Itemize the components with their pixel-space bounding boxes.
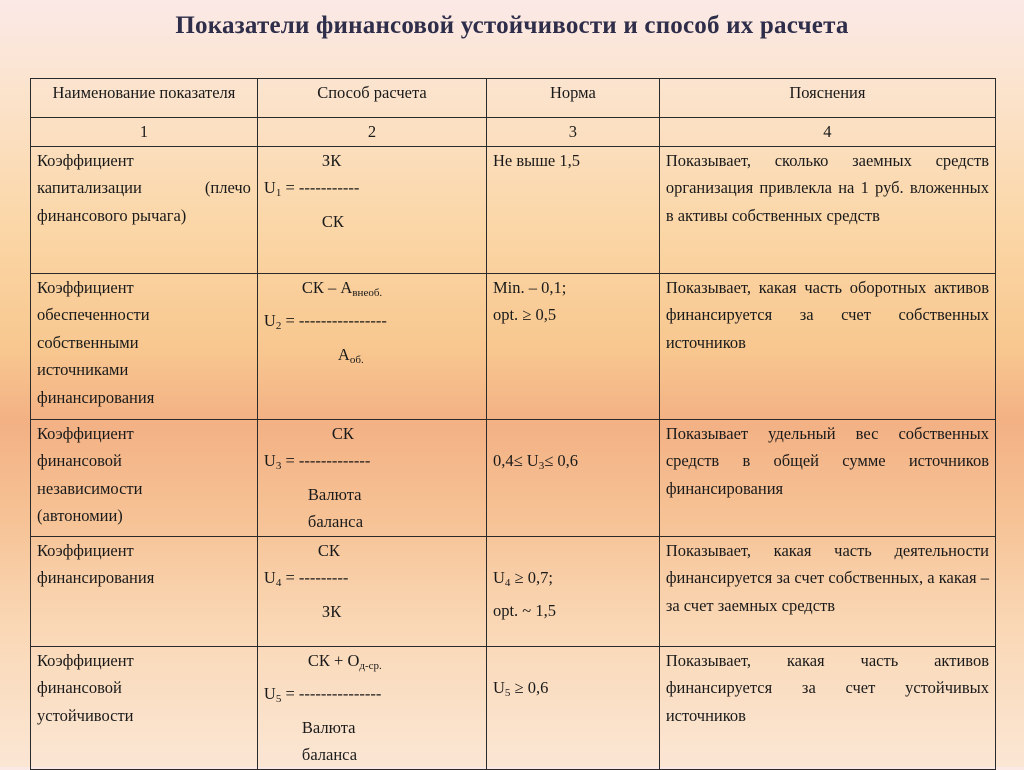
indicators-table <box>30 78 996 770</box>
name-line: Коэффициент <box>37 540 134 560</box>
name-line: собственными <box>37 332 139 352</box>
table-row <box>31 536 996 646</box>
formula-line <box>264 680 480 714</box>
formula-denominator: ЗК <box>321 601 342 621</box>
formula-symbol: U <box>263 311 276 330</box>
formula-symbol: U <box>263 178 276 197</box>
formula-bar: = --------- <box>281 568 349 587</box>
norm-line <box>493 447 653 481</box>
norm-line: opt. ~ 1,5 <box>492 601 556 620</box>
formula-bar: = ------------- <box>281 451 371 470</box>
formula-denominator: Валюта <box>307 484 362 504</box>
norm-text: U <box>492 567 505 587</box>
numerator-text: СК + О <box>307 650 360 670</box>
norm <box>486 419 659 536</box>
norm <box>486 273 659 419</box>
norm-text: U <box>492 677 505 697</box>
name-line: финансирования <box>37 568 155 587</box>
header-norm: Норма <box>486 79 659 118</box>
formula-index: 4 <box>275 577 282 589</box>
norm-line <box>493 674 653 708</box>
header-method: Способ расчета <box>257 79 486 118</box>
name-line: источниками <box>37 360 129 379</box>
formula-denominator-2: баланса <box>307 512 364 531</box>
formula-line <box>264 447 480 481</box>
norm <box>486 646 659 769</box>
description: Показывает удельный вес собственных средств в общей сумме источников финансирования <box>659 419 995 536</box>
formula-index: 3 <box>275 460 282 472</box>
indicator-name <box>31 646 258 769</box>
norm-line: opt. ≥ 0,5 <box>492 305 557 324</box>
formula-denominator-2: баланса <box>301 745 358 764</box>
name-line: устойчивости <box>37 705 134 725</box>
norm-text: ≥ 0,6 <box>510 677 549 697</box>
name-line: независимости <box>37 478 143 498</box>
column-number-row <box>31 118 996 147</box>
norm-text: 0,4≤ U <box>492 450 539 470</box>
formula-symbol: U <box>263 684 276 703</box>
table-row <box>31 419 996 536</box>
norm-sub: 5 <box>504 686 511 699</box>
formula <box>257 536 486 646</box>
name-line: Коэффициент <box>37 650 134 670</box>
indicator-name <box>31 536 258 646</box>
page-title: Показатели финансовой устойчивости и способ их расчета <box>175 12 849 39</box>
indicator-name <box>31 146 258 273</box>
formula-denominator <box>264 341 480 375</box>
header-notes: Пояснения <box>659 79 995 118</box>
norm-text: ≤ 0,6 <box>544 450 579 470</box>
norm-sub: 3 <box>538 459 545 472</box>
formula-numerator: ЗК <box>321 150 342 170</box>
formula <box>257 146 486 273</box>
name-line: (автономии) <box>37 506 123 525</box>
name-line: Коэффициент <box>37 150 134 170</box>
formula-denominator: СК <box>321 211 344 231</box>
formula-line <box>264 307 480 341</box>
header-name: Наименование показателя <box>31 79 258 118</box>
indicator-name <box>31 273 258 419</box>
numerator-text: СК – А <box>301 277 353 297</box>
norm-line: Не выше 1,5 <box>492 150 580 170</box>
description: Показывает, какая часть оборотных активов финансируется за счет собственных источников <box>659 273 995 419</box>
column-number: 3 <box>486 118 659 147</box>
formula-numerator <box>264 274 480 308</box>
formula-denominator: Валюта <box>301 717 356 737</box>
formula-line <box>264 564 480 598</box>
formula-numerator: СК <box>331 423 354 443</box>
formula <box>257 646 486 769</box>
formula-symbol: U <box>263 451 276 470</box>
formula-symbol: U <box>263 568 276 587</box>
norm-text: ≥ 0,7; <box>510 567 553 587</box>
name-line: обеспеченности <box>37 305 150 324</box>
numerator-sub: д-ср. <box>359 659 382 672</box>
name-line: Коэффициент <box>37 277 134 297</box>
formula <box>257 273 486 419</box>
table-row <box>31 273 996 419</box>
formula-bar: = ---------------- <box>281 311 387 330</box>
numerator-sub: внеоб. <box>352 286 383 299</box>
name-line: финансовой <box>37 678 122 697</box>
norm <box>486 146 659 273</box>
table-row <box>31 146 996 273</box>
norm-sub: 4 <box>504 576 511 589</box>
formula <box>257 419 486 536</box>
name-line: финансового рычага) <box>37 205 187 225</box>
column-number: 1 <box>31 118 258 147</box>
formula-index: 5 <box>275 693 282 705</box>
description: Показывает, какая часть деятельности финансируется за счет собственных, а какая – за счет заемных средств <box>659 536 995 646</box>
table-header-row <box>31 79 996 118</box>
name-line: Коэффициент <box>37 423 134 443</box>
column-number: 2 <box>257 118 486 147</box>
denominator-text: А <box>337 344 350 364</box>
name-line: капитализации (плечо <box>37 178 251 197</box>
formula-numerator: СК <box>317 540 340 560</box>
description: Показывает, сколько заемных средств организация привлекла на 1 руб. вложенных в активы собственных средств <box>659 146 995 273</box>
column-number: 4 <box>659 118 995 147</box>
indicator-name <box>31 419 258 536</box>
table-row <box>31 646 996 769</box>
norm <box>486 536 659 646</box>
formula-line <box>264 174 480 208</box>
norm-line <box>493 564 653 598</box>
formula-bar: = --------------- <box>281 684 382 703</box>
norm-line: Min. – 0,1; <box>492 277 567 297</box>
description: Показывает, какая часть активов финансируется за счет устойчивых источников <box>659 646 995 769</box>
denominator-sub: об. <box>349 353 364 366</box>
formula-index: 1 <box>275 187 282 199</box>
formula-index: 2 <box>275 320 282 332</box>
name-line: финансирования <box>37 387 155 407</box>
formula-bar: = ----------- <box>281 178 360 197</box>
name-line: финансовой <box>37 451 122 470</box>
formula-numerator <box>264 647 480 681</box>
